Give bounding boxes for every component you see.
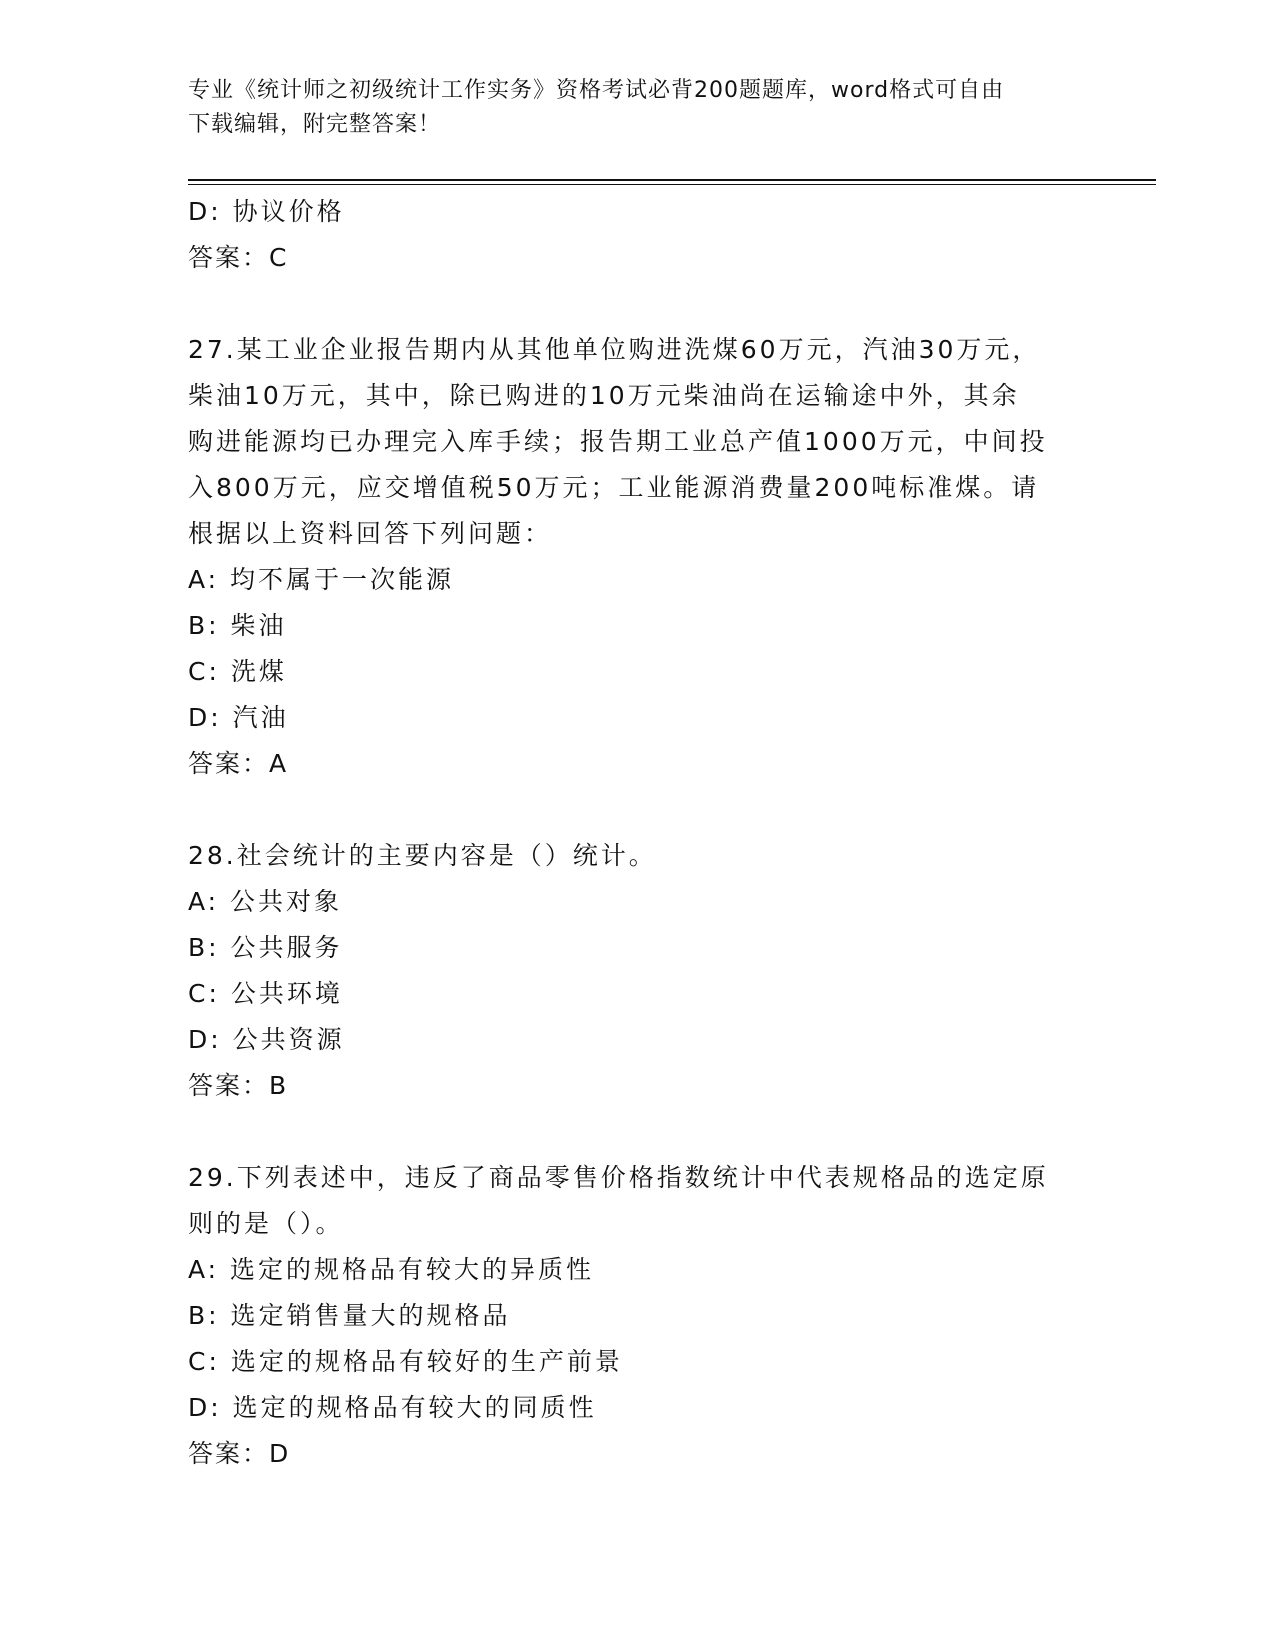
option-d: D: 选定的规格品有较大的同质性 [188, 1393, 597, 1422]
question-text: 入800万元，应交增值税50万元；工业能源消费量200吨标准煤。请 [188, 473, 1040, 502]
question-text: 根据以上资料回答下列问题： [188, 519, 553, 548]
option-d: D: 公共资源 [188, 1025, 345, 1054]
option-b: B: 公共服务 [188, 933, 343, 962]
block-spacer [188, 787, 1088, 833]
header-line-2: 下载编辑，附完整答案！ [188, 112, 442, 137]
block-spacer [188, 281, 1088, 327]
answer-line: 答案：B [188, 1071, 289, 1100]
answer-line: 答案：C [188, 243, 289, 272]
question-text: 28.社会统计的主要内容是（）统计。 [188, 841, 657, 870]
option-c: C: 公共环境 [188, 979, 343, 1008]
question-text: 27.某工业企业报告期内从其他单位购进洗煤60万元，汽油30万元， [188, 335, 1041, 364]
answer-line: 答案：D [188, 1439, 291, 1468]
question-block-28 [188, 833, 1088, 1109]
question-block-27 [188, 327, 1088, 787]
question-text: 柴油10万元，其中，除已购进的10万元柴油尚在运输途中外，其余 [188, 381, 1020, 410]
header-line-1: 专业《统计师之初级统计工作实务》资格考试必背200题题库，word格式可自由 [188, 78, 1005, 103]
question-list [188, 189, 1088, 1477]
header-divider-thin [188, 184, 1156, 185]
question-text: 则的是（）。 [188, 1209, 344, 1238]
question-text: 购进能源均已办理完入库手续；报告期工业总产值1000万元，中间投 [188, 427, 1048, 456]
option-a: A: 均不属于一次能源 [188, 565, 455, 594]
document-header [188, 74, 1088, 142]
option-d: D: 协议价格 [188, 197, 345, 226]
question-block-29 [188, 1155, 1088, 1477]
answer-line: 答案：A [188, 749, 289, 778]
block-spacer [188, 1109, 1088, 1155]
question-text: 29.下列表述中，违反了商品零售价格指数统计中代表规格品的选定原 [188, 1163, 1049, 1192]
option-a: A: 选定的规格品有较大的异质性 [188, 1255, 595, 1284]
option-a: A: 公共对象 [188, 887, 343, 916]
header-divider-thick [188, 179, 1156, 181]
option-b: B: 柴油 [188, 611, 287, 640]
question-block-26 [188, 189, 1088, 281]
option-b: B: 选定销售量大的规格品 [188, 1301, 511, 1330]
option-d: D: 汽油 [188, 703, 289, 732]
option-c: C: 洗煤 [188, 657, 287, 686]
option-c: C: 选定的规格品有较好的生产前景 [188, 1347, 623, 1376]
